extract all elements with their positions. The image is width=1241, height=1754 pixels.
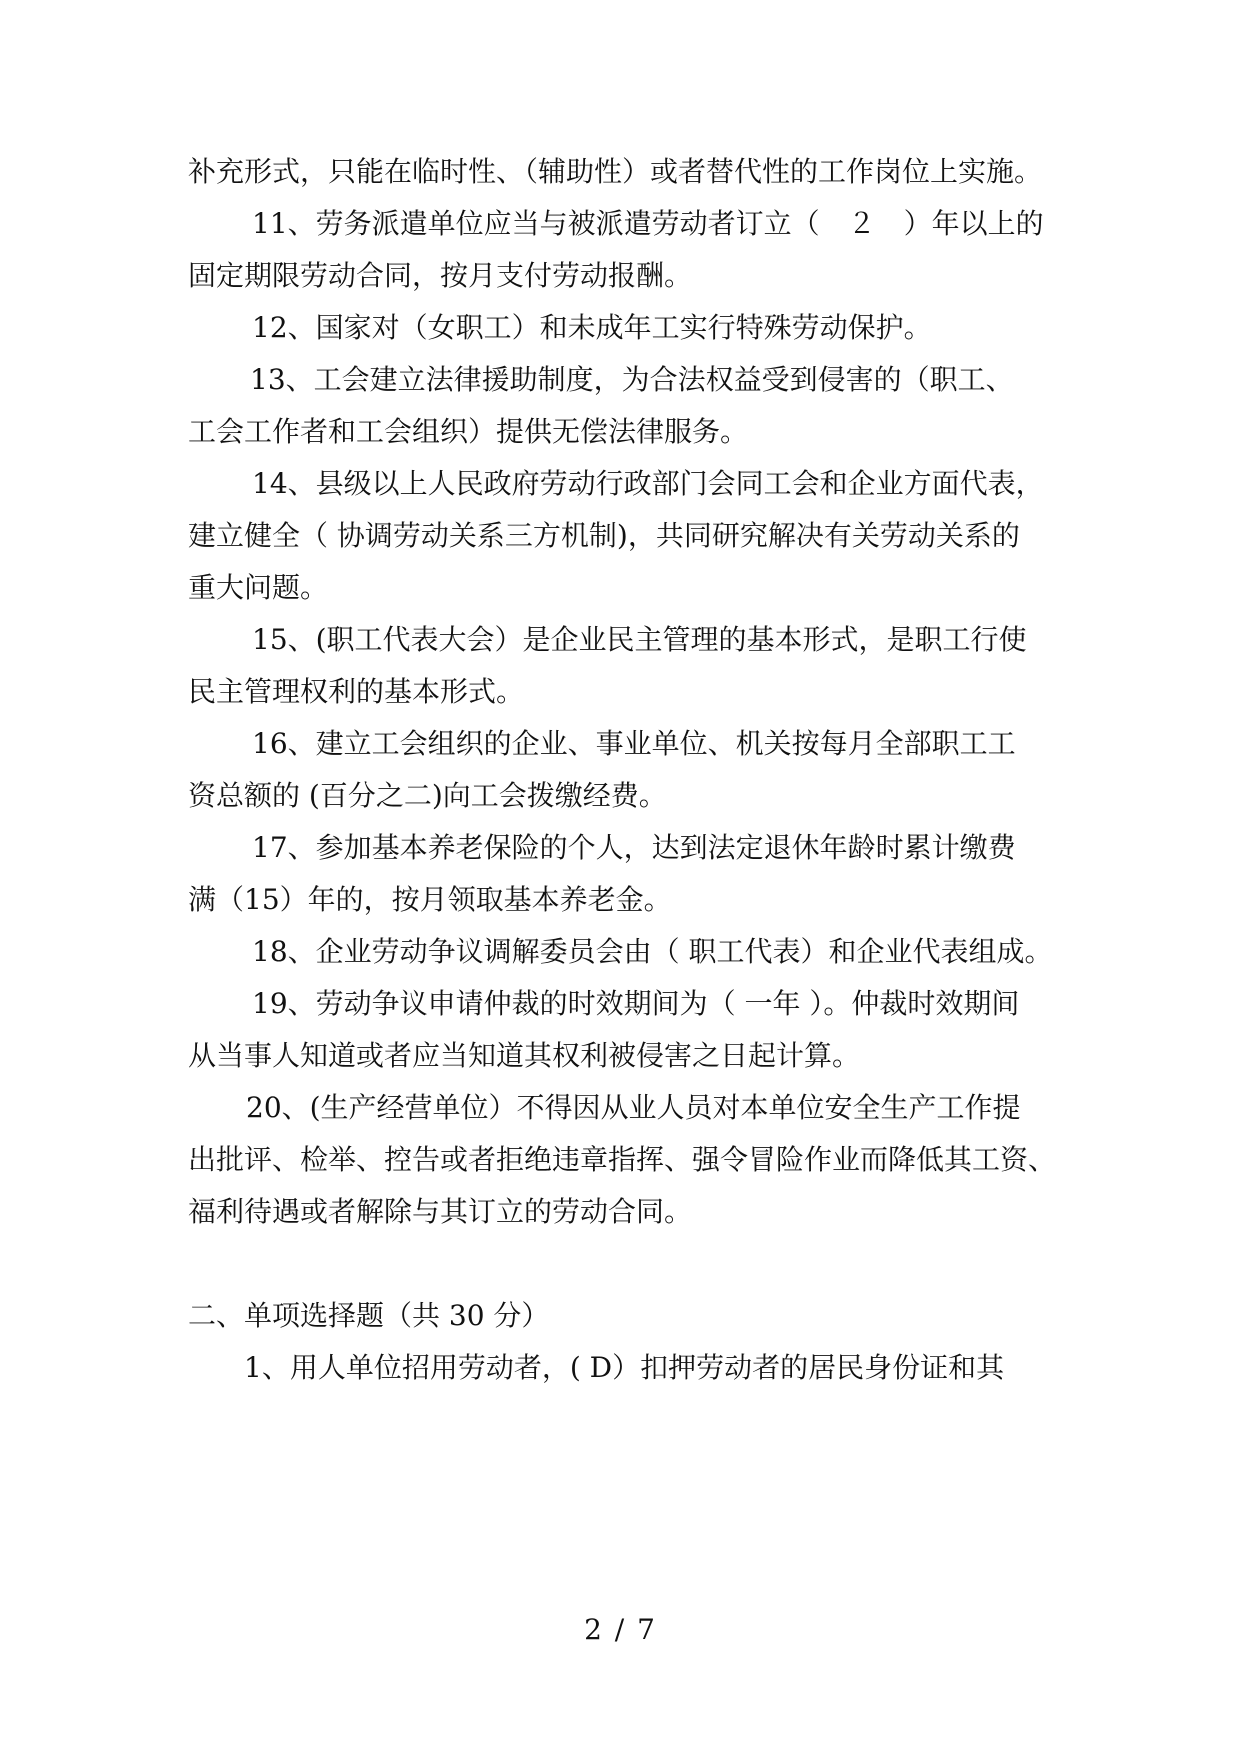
text-line: 工会工作者和工会组织）提供无偿法律服务。 [188, 415, 749, 448]
section-heading: 二、单项选择题（共 30 分） [188, 1299, 550, 1332]
text-line: 补充形式，只能在临时性、（辅助性）或者替代性的工作岗位上实施。 [188, 155, 1043, 188]
text-line: 出批评、检举、控告或者拒绝违章指挥、强令冒险作业而降低其工资、 [188, 1143, 1057, 1176]
text-line: 11、劳务派遣单位应当与被派遣劳动者订立（ ２ ）年以上的 [252, 207, 1044, 240]
text-line: 民主管理权利的基本形式。 [188, 675, 525, 708]
text-line: 1、用人单位招用劳动者，( D）扣押劳动者的居民身份证和其 [244, 1351, 1005, 1384]
text-line: 从当事人知道或者应当知道其权利被侵害之日起计算。 [188, 1039, 861, 1072]
text-line: 17、参加基本养老保险的个人，达到法定退休年龄时累计缴费 [252, 831, 1016, 864]
text-line: 19、劳动争议申请仲裁的时效期间为（ 一年 ）。仲裁时效期间 [252, 987, 1020, 1020]
text-line: 13、工会建立法律援助制度，为合法权益受到侵害的（职工、 [250, 363, 1014, 396]
text-line: 16、建立工会组织的企业、事业单位、机关按每月全部职工工 [252, 727, 1016, 760]
text-line: 资总额的 (百分之二)向工会拨缴经费。 [188, 779, 667, 812]
text-line: 18、企业劳动争议调解委员会由（ 职工代表）和企业代表组成。 [252, 935, 1053, 968]
text-line: 15、(职工代表大会）是企业民主管理的基本形式，是职工行使 [252, 623, 1027, 656]
text-line: 14、县级以上人民政府劳动行政部门会同工会和企业方面代表， [252, 467, 1044, 500]
text-line: 满（15）年的，按月领取基本养老金。 [188, 883, 672, 916]
page-number: 2 / 7 [584, 1613, 657, 1646]
text-line: 固定期限劳动合同，按月支付劳动报酬。 [188, 259, 693, 292]
text-line: 12、国家对（女职工）和未成年工实行特殊劳动保护。 [252, 311, 932, 344]
text-line: 建立健全（ 协调劳动关系三方机制)，共同研究解决有关劳动关系的 [188, 519, 1020, 552]
text-line: 重大问题。 [188, 571, 329, 604]
text-line: 20、(生产经营单位）不得因从业人员对本单位安全生产工作提 [246, 1091, 1021, 1124]
text-line: 福利待遇或者解除与其订立的劳动合同。 [188, 1195, 693, 1228]
